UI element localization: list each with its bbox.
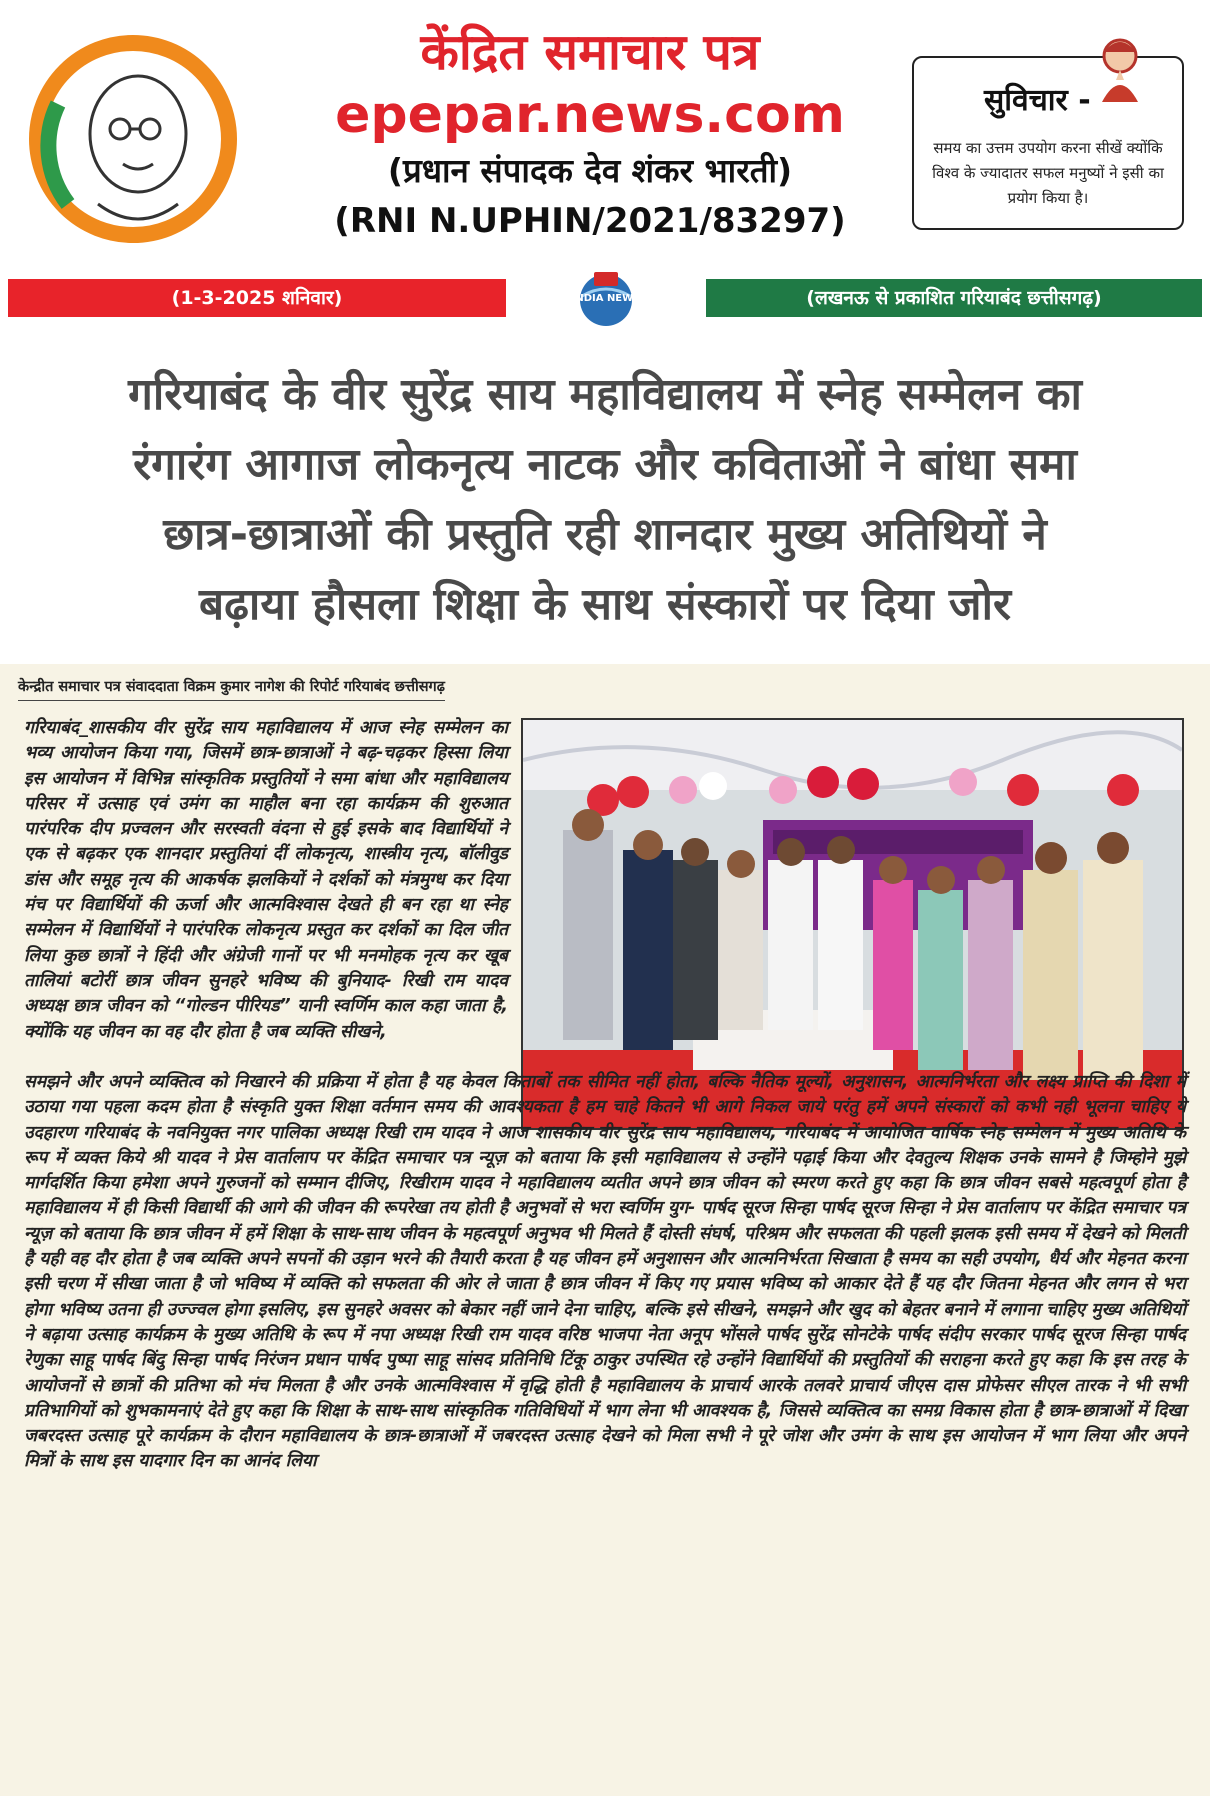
article-section <box>0 664 1210 1796</box>
reporter-byline: केन्द्रीत समाचार पत्र संवाददाता विक्रम कुमार नागेश की रिपोर्ट गरियाबंद छत्तीसगढ़ <box>18 676 445 701</box>
headline <box>20 360 1190 640</box>
chief-editor: (प्रधान संपादक देव शंकर भारती) <box>387 151 793 190</box>
article-full-text: समझने और अपने व्यक्तित्व को निखारने की प्रक्रिया में होता है यह केवल किताबों तक सीमित नहीं होता, बल्कि नैतिक मूल्यों, अनुशासन, आत्मनिर्भरता और लक्ष्य प्राप्ति की दिशा में उठाया गया पहला कदम होता है संस्कृति युक्त शिक्षा वर्तमान समय की आवश्यकता है हम चाहे कितने भी आगे निकल जाये परंतु हमें अपने संस्कारों को कभी नही भूलना चाहिए ये उदहारण गरियाबंद के नवनियुक्त नगर पालिका अध्यक्ष रिखी राम यादव ने आज शासकीय वीर सुरेंद्र साय महाविद्यालय, गरियाबंद में आयोजित वार्षिक स्नेह सम्मेलन में मुख्य अतिथि के रूप में व्यक्त किये श्री यादव ने प्रेस वार्तालाप पर केंद्रित समाचार पत्र न्यूज़ को बताया कि इसी महाविद्यालय से उन्होंने पढ़ाई किया और देवतुल्य शिक्षक उनके सामने है जिम्होने मुझे मार्गदर्शित किया हमेशा अपने गुरुजनों को सम्मान दीजिए, रिखीराम यादव ने महाविद्यालय व्यतीत अपने छात्र जीवन को स्मरण करते हुए कहा कि छात्र जीवन सबसे महत्वपूर्ण होता है महाविद्यालय में ही किसी विद्यार्थी की आगे की जीवन की रूपरेखा तय होती है अनुभवों से भरा स्वर्णिम युग- पार्षद सूरज सिन्हा पार्षद सूरज सिन्हा ने प्रेस वार्तालाप पर केंद्रित समाचार पत्र न्यूज़ को बताया कि छात्र जीवन में हमें शिक्षा के साथ-साथ जीवन के महत्वपूर्ण अनुभव भी मिलते हैं दोस्ती संघर्ष, परिश्रम और सफलता की पहली झलक इसी समय में देखने को मिलती है यही वह दौर होता है जब व्यक्ति अपने सपनों की उड़ान भरने की तैयारी करता है यह जीवन हमें अनुशासन और आत्मनिर्भरता सिखाता है समय का सही उपयोग, धैर्य और मेहनत करना इसी चरण में सीखा जाता है जो भविष्य में व्यक्ति को सफलता की ओर ले जाता है छात्र जीवन में किए गए प्रयास भविष्य को आकार देते हैं यह दौर जितना मेहनत और लगन से भरा होगा भविष्य उतना ही उज्ज्वल होगा इसलिए, इस सुनहरे अवसर को बेकार नहीं जाने देना चाहिए, बल्कि इसे सीखने, समझने और खुद को बेहतर बनाने में लगाना चाहिए मुख्य अतिथियों ने बढ़ाया उत्साह कार्यक्रम के मुख्य अतिथि के रूप में नपा अध्यक्ष रिखी राम यादव वरिष्ठ भाजपा नेता अनूप भोंसले पार्षद सुरेंद्र सोनटेके पार्षद संदीप सरकार पार्षद सूरज सिन्हा पार्षद रेणुका साहू पार्षद बिंदु सिन्हा पार्षद निरंजन प्रधान पार्षद पुष्पा साहू सांसद प्रतिनिधि टिंकू ठाकुर उपस्थित रहे उन्होंने विद्यार्थियों की प्रस्तुतियों की सराहना करते हुए कहा कि इस तरह के आयोजनों से छात्रों की प्रतिभा को मंच मिलता है और उनके आत्मविश्वास में वृद्धि होती है महाविद्यालय के प्राचार्य आरके तलवरे प्राचार्य जीएस दास प्रोफेसर सीएल तारक ने भी सभी प्रतिभागियों को शुभकामनाएं देते हुए कहा कि शिक्षा के साथ-साथ सांस्कृतिक गतिविधियों में भाग लेना भी आवश्यक है, जिससे व्यक्तित्व का समग्र विकास होता है छात्र-छात्राओं में दिखा जबरदस्त उत्साह पूरे कार्यक्रम के दौरान महाविद्यालय के छात्र-छात्राओं में जबरदस्त उत्साह देखने को मिला सभी ने पूरे जोश और उमंग के साथ इस आयोजन में भाग लिया और अपने मित्रों के साथ इस यादगार दिन का आनंद लिया <box>24 1072 1186 1472</box>
rni-number: (RNI N.UPHIN/2021/83297) <box>334 201 846 241</box>
praying-figure-icon <box>1092 32 1148 102</box>
event-photo-illustration <box>523 720 1182 1128</box>
quote-title: सुविचार - <box>984 83 1091 118</box>
article-column-text: गरियाबंद_शासकीय वीर सुरेंद्र साय महाविद्यालय में आज स्नेह सम्मेलन का भव्य आयोजन किया गया, जिसमें छात्र-छात्राओं ने बढ़-चढ़कर हिस्सा लिया इस आयोजन में विभिन्न सांस्कृतिक प्रस्तुतियों ने समा बांधा और महाविद्यालय परिसर में उत्साह एवं उमंग का माहौल बना रहा कार्यक्रम की शुरुआत पारंपरिक दीप प्रज्वलन और सरस्वती वंदना से हुई इसके बाद विद्यार्थियों ने एक से बढ़कर एक शानदार प्रस्तुतियां दीं लोकनृत्य, शास्त्रीय नृत्य, बॉलीवुड डांस और समूह नृत्य की आकर्षक झलकियों ने दर्शकों को मंत्रमुग्ध कर दिया मंच पर विद्यार्थियों की ऊर्जा और आत्मविश्वास देखते ही बन रहा था स्नेह सम्मेलन में विद्यार्थियों ने पारंपरिक लोकनृत्य प्रस्तुत कर दर्शकों का दिल जीत लिया कुछ छात्रों ने हिंदी और अंग्रेजी गानों पर भी मनमोहक नृत्य कर खूब तालियां बटोरीं छात्र जीवन सुनहरे भविष्य की बुनियाद- रिखी राम यादव अध्यक्ष छात्र जीवन को “गोल्डन पीरियड” यानी स्वर्णिम काल कहा जाता है, क्योंकि यह जीवन का वह दौर होता है जब व्यक्ति सीखने, <box>24 718 508 1042</box>
date-bar: (1-3-2025 शनिवार) <box>8 279 506 317</box>
website-url[interactable]: epepar.news.com <box>335 85 845 145</box>
headline-line: बढ़ाया हौसला शिक्षा के साथ संस्कारों पर दिया जोर <box>199 579 1011 630</box>
masthead-header <box>0 0 1210 270</box>
quote-text: समय का उत्तम उपयोग करना सीखें क्योंकि विश्व के ज्यादातर सफल मनुष्यों ने इसी का प्रयोग किया है। <box>932 139 1164 207</box>
headline-line: छात्र-छात्राओं की प्रस्तुति रही शानदार मुख्य अतिथियों ने <box>163 509 1047 560</box>
tv-logo-label: INDIA NEWS <box>571 293 641 304</box>
headline-line: गरियाबंद के वीर सुरेंद्र साय महाविद्यालय में स्नेह सम्मेलन का <box>128 369 1082 420</box>
event-photo <box>521 718 1184 1130</box>
gandhi-logo-icon <box>28 34 238 244</box>
headline-line: रंगारंग आगाज लोकनृत्य नाटक और कविताओं ने बांधा समा <box>133 439 1077 490</box>
masthead-block <box>300 20 880 246</box>
location-bar: (लखनऊ से प्रकाशित गरियाबंद छत्तीसगढ़) <box>706 279 1202 317</box>
newspaper-name: केंद्रित समाचार पत्र <box>420 23 760 81</box>
